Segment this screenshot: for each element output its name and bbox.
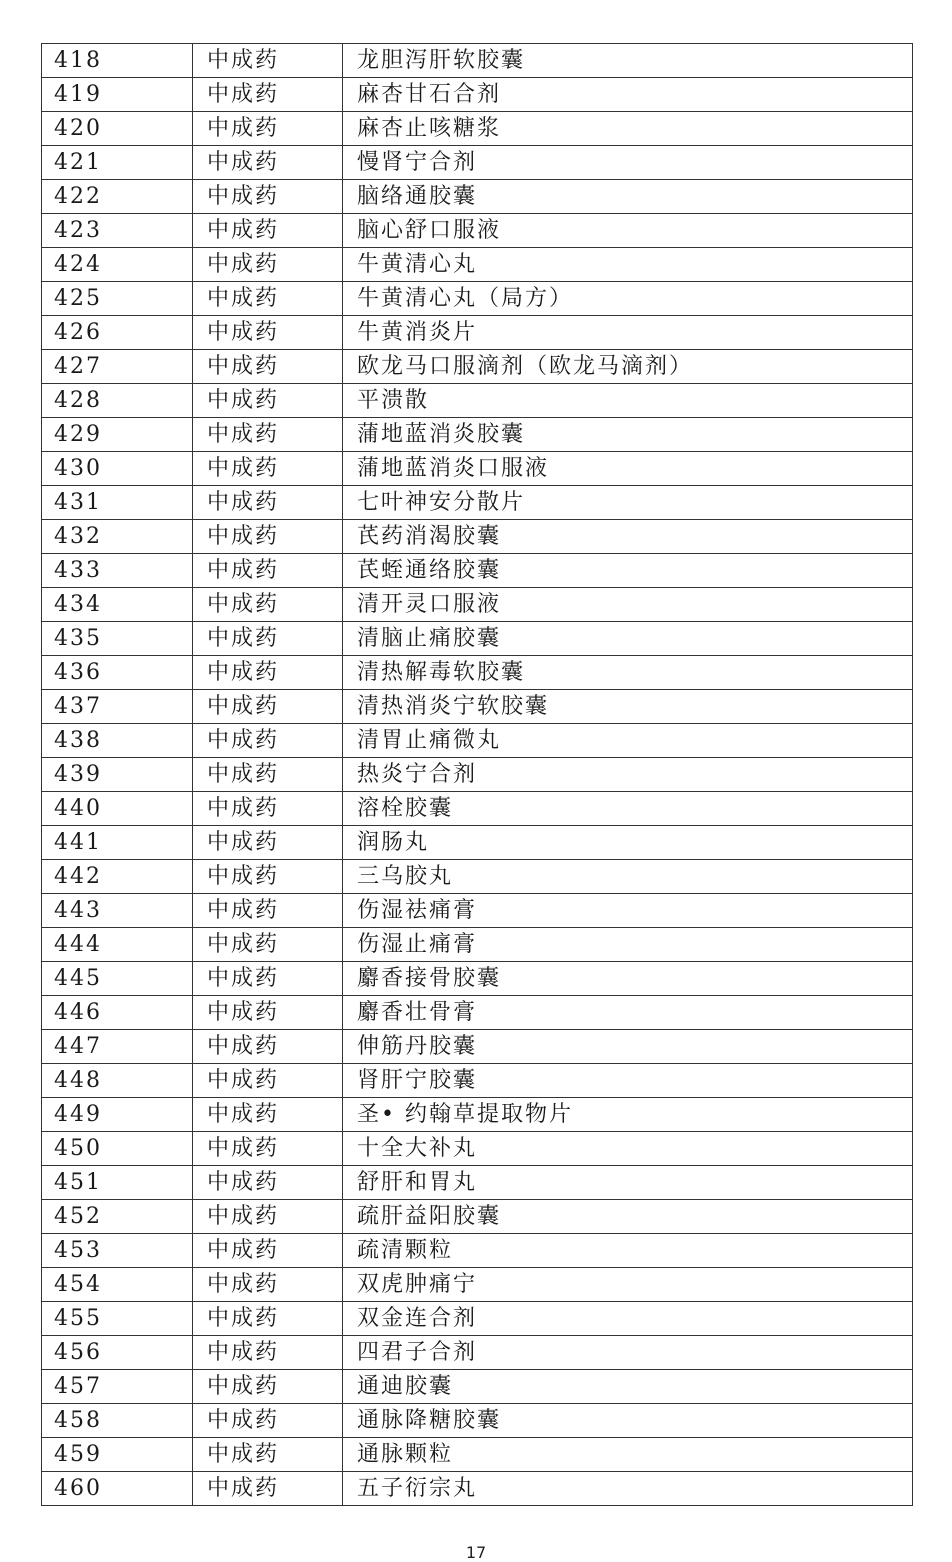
drug-name-cell: 十全大补丸 bbox=[343, 1132, 913, 1166]
category-cell: 中成药 bbox=[193, 146, 343, 180]
row-number-cell: 439 bbox=[42, 758, 193, 792]
table-row bbox=[42, 248, 913, 282]
drug-name-cell: 芪药消渴胶囊 bbox=[343, 520, 913, 554]
row-number-cell: 456 bbox=[42, 1336, 193, 1370]
row-number-cell: 427 bbox=[42, 350, 193, 384]
row-number-cell: 449 bbox=[42, 1098, 193, 1132]
row-number-cell: 445 bbox=[42, 962, 193, 996]
row-number-cell: 436 bbox=[42, 656, 193, 690]
drug-name-cell: 牛黄消炎片 bbox=[343, 316, 913, 350]
category-cell: 中成药 bbox=[193, 452, 343, 486]
table-row bbox=[42, 214, 913, 248]
row-number-cell: 424 bbox=[42, 248, 193, 282]
category-cell: 中成药 bbox=[193, 554, 343, 588]
drug-name-cell: 舒肝和胃丸 bbox=[343, 1166, 913, 1200]
category-cell: 中成药 bbox=[193, 418, 343, 452]
drug-name-cell: 伸筋丹胶囊 bbox=[343, 1030, 913, 1064]
drug-name-cell: 清胃止痛微丸 bbox=[343, 724, 913, 758]
row-number-cell: 443 bbox=[42, 894, 193, 928]
row-number-cell: 423 bbox=[42, 214, 193, 248]
row-number-cell: 453 bbox=[42, 1234, 193, 1268]
table-row bbox=[42, 384, 913, 418]
table-row bbox=[42, 1166, 913, 1200]
table-row bbox=[42, 1200, 913, 1234]
category-cell: 中成药 bbox=[193, 1166, 343, 1200]
table-row bbox=[42, 316, 913, 350]
category-cell: 中成药 bbox=[193, 724, 343, 758]
drug-name-cell: 牛黄清心丸 bbox=[343, 248, 913, 282]
row-number-cell: 442 bbox=[42, 860, 193, 894]
drug-name-cell: 平溃散 bbox=[343, 384, 913, 418]
table-row bbox=[42, 724, 913, 758]
row-number-cell: 433 bbox=[42, 554, 193, 588]
drug-name-cell: 润肠丸 bbox=[343, 826, 913, 860]
category-cell: 中成药 bbox=[193, 78, 343, 112]
category-cell: 中成药 bbox=[193, 384, 343, 418]
table-row bbox=[42, 690, 913, 724]
table-row bbox=[42, 1268, 913, 1302]
table-row bbox=[42, 1030, 913, 1064]
category-cell: 中成药 bbox=[193, 1370, 343, 1404]
table-row bbox=[42, 656, 913, 690]
row-number-cell: 426 bbox=[42, 316, 193, 350]
category-cell: 中成药 bbox=[193, 928, 343, 962]
category-cell: 中成药 bbox=[193, 1268, 343, 1302]
drug-name-cell: 牛黄清心丸（局方） bbox=[343, 282, 913, 316]
drug-name-cell: 四君子合剂 bbox=[343, 1336, 913, 1370]
table-row bbox=[42, 758, 913, 792]
category-cell: 中成药 bbox=[193, 690, 343, 724]
row-number-cell: 454 bbox=[42, 1268, 193, 1302]
table-row bbox=[42, 554, 913, 588]
table-row bbox=[42, 44, 913, 78]
table-row bbox=[42, 180, 913, 214]
drug-name-cell: 双虎肿痛宁 bbox=[343, 1268, 913, 1302]
drug-name-cell: 通迪胶囊 bbox=[343, 1370, 913, 1404]
drug-name-cell: 七叶神安分散片 bbox=[343, 486, 913, 520]
category-cell: 中成药 bbox=[193, 758, 343, 792]
category-cell: 中成药 bbox=[193, 248, 343, 282]
category-cell: 中成药 bbox=[193, 180, 343, 214]
page-number: 17 bbox=[465, 1543, 487, 1562]
table-row bbox=[42, 1132, 913, 1166]
table-row bbox=[42, 1438, 913, 1472]
category-cell: 中成药 bbox=[193, 316, 343, 350]
drug-name-cell: 疏清颗粒 bbox=[343, 1234, 913, 1268]
row-number-cell: 448 bbox=[42, 1064, 193, 1098]
category-cell: 中成药 bbox=[193, 1404, 343, 1438]
table-row bbox=[42, 1064, 913, 1098]
category-cell: 中成药 bbox=[193, 350, 343, 384]
table-row bbox=[42, 996, 913, 1030]
drug-name-cell: 肾肝宁胶囊 bbox=[343, 1064, 913, 1098]
drug-name-cell: 伤湿止痛膏 bbox=[343, 928, 913, 962]
row-number-cell: 455 bbox=[42, 1302, 193, 1336]
category-cell: 中成药 bbox=[193, 588, 343, 622]
drug-name-cell: 芪蛭通络胶囊 bbox=[343, 554, 913, 588]
category-cell: 中成药 bbox=[193, 826, 343, 860]
row-number-cell: 438 bbox=[42, 724, 193, 758]
row-number-cell: 425 bbox=[42, 282, 193, 316]
row-number-cell: 419 bbox=[42, 78, 193, 112]
row-number-cell: 418 bbox=[42, 44, 193, 78]
table-row bbox=[42, 520, 913, 554]
drug-name-cell: 溶栓胶囊 bbox=[343, 792, 913, 826]
table-row bbox=[42, 1336, 913, 1370]
row-number-cell: 452 bbox=[42, 1200, 193, 1234]
row-number-cell: 420 bbox=[42, 112, 193, 146]
row-number-cell: 446 bbox=[42, 996, 193, 1030]
drug-name-cell: 伤湿祛痛膏 bbox=[343, 894, 913, 928]
row-number-cell: 422 bbox=[42, 180, 193, 214]
drug-name-cell: 三乌胶丸 bbox=[343, 860, 913, 894]
drug-name-cell: 清热消炎宁软胶囊 bbox=[343, 690, 913, 724]
drug-name-cell: 麝香壮骨膏 bbox=[343, 996, 913, 1030]
table-row bbox=[42, 1370, 913, 1404]
drug-name-cell: 麻杏甘石合剂 bbox=[343, 78, 913, 112]
table-row bbox=[42, 112, 913, 146]
category-cell: 中成药 bbox=[193, 996, 343, 1030]
category-cell: 中成药 bbox=[193, 656, 343, 690]
row-number-cell: 460 bbox=[42, 1472, 193, 1506]
row-number-cell: 457 bbox=[42, 1370, 193, 1404]
category-cell: 中成药 bbox=[193, 1098, 343, 1132]
drug-name-cell: 热炎宁合剂 bbox=[343, 758, 913, 792]
drug-name-cell: 脑络通胶囊 bbox=[343, 180, 913, 214]
row-number-cell: 435 bbox=[42, 622, 193, 656]
row-number-cell: 429 bbox=[42, 418, 193, 452]
row-number-cell: 441 bbox=[42, 826, 193, 860]
category-cell: 中成药 bbox=[193, 1064, 343, 1098]
table-row bbox=[42, 826, 913, 860]
drug-name-cell: 蒲地蓝消炎胶囊 bbox=[343, 418, 913, 452]
drug-name-cell: 圣• 约翰草提取物片 bbox=[343, 1098, 913, 1132]
drug-name-cell: 龙胆泻肝软胶囊 bbox=[343, 44, 913, 78]
row-number-cell: 431 bbox=[42, 486, 193, 520]
row-number-cell: 458 bbox=[42, 1404, 193, 1438]
table-row bbox=[42, 622, 913, 656]
drug-list-table bbox=[41, 43, 913, 1506]
category-cell: 中成药 bbox=[193, 1336, 343, 1370]
table-row bbox=[42, 894, 913, 928]
row-number-cell: 459 bbox=[42, 1438, 193, 1472]
row-number-cell: 430 bbox=[42, 452, 193, 486]
category-cell: 中成药 bbox=[193, 520, 343, 554]
row-number-cell: 437 bbox=[42, 690, 193, 724]
drug-name-cell: 脑心舒口服液 bbox=[343, 214, 913, 248]
drug-name-cell: 疏肝益阳胶囊 bbox=[343, 1200, 913, 1234]
drug-list-table-body bbox=[42, 44, 913, 1506]
category-cell: 中成药 bbox=[193, 282, 343, 316]
drug-name-cell: 慢肾宁合剂 bbox=[343, 146, 913, 180]
drug-name-cell: 麻杏止咳糖浆 bbox=[343, 112, 913, 146]
row-number-cell: 432 bbox=[42, 520, 193, 554]
table-row bbox=[42, 860, 913, 894]
table-row bbox=[42, 1302, 913, 1336]
row-number-cell: 447 bbox=[42, 1030, 193, 1064]
drug-name-cell: 通脉降糖胶囊 bbox=[343, 1404, 913, 1438]
category-cell: 中成药 bbox=[193, 486, 343, 520]
category-cell: 中成药 bbox=[193, 860, 343, 894]
table-row bbox=[42, 792, 913, 826]
drug-name-cell: 通脉颗粒 bbox=[343, 1438, 913, 1472]
row-number-cell: 428 bbox=[42, 384, 193, 418]
table-row bbox=[42, 1098, 913, 1132]
row-number-cell: 440 bbox=[42, 792, 193, 826]
category-cell: 中成药 bbox=[193, 894, 343, 928]
drug-name-cell: 五子衍宗丸 bbox=[343, 1472, 913, 1506]
drug-name-cell: 清脑止痛胶囊 bbox=[343, 622, 913, 656]
drug-name-cell: 蒲地蓝消炎口服液 bbox=[343, 452, 913, 486]
category-cell: 中成药 bbox=[193, 1472, 343, 1506]
row-number-cell: 444 bbox=[42, 928, 193, 962]
category-cell: 中成药 bbox=[193, 44, 343, 78]
table-row bbox=[42, 146, 913, 180]
row-number-cell: 421 bbox=[42, 146, 193, 180]
category-cell: 中成药 bbox=[193, 214, 343, 248]
row-number-cell: 434 bbox=[42, 588, 193, 622]
drug-name-cell: 清热解毒软胶囊 bbox=[343, 656, 913, 690]
table-row bbox=[42, 282, 913, 316]
category-cell: 中成药 bbox=[193, 1438, 343, 1472]
table-row bbox=[42, 418, 913, 452]
category-cell: 中成药 bbox=[193, 962, 343, 996]
drug-name-cell: 欧龙马口服滴剂（欧龙马滴剂） bbox=[343, 350, 913, 384]
table-row bbox=[42, 1404, 913, 1438]
table-row bbox=[42, 1234, 913, 1268]
category-cell: 中成药 bbox=[193, 1302, 343, 1336]
row-number-cell: 450 bbox=[42, 1132, 193, 1166]
table-row bbox=[42, 452, 913, 486]
category-cell: 中成药 bbox=[193, 1132, 343, 1166]
table-row bbox=[42, 78, 913, 112]
category-cell: 中成药 bbox=[193, 112, 343, 146]
drug-name-cell: 双金连合剂 bbox=[343, 1302, 913, 1336]
table-row bbox=[42, 588, 913, 622]
drug-name-cell: 清开灵口服液 bbox=[343, 588, 913, 622]
table-row bbox=[42, 1472, 913, 1506]
drug-name-cell: 麝香接骨胶囊 bbox=[343, 962, 913, 996]
category-cell: 中成药 bbox=[193, 792, 343, 826]
table-row bbox=[42, 928, 913, 962]
category-cell: 中成药 bbox=[193, 1200, 343, 1234]
category-cell: 中成药 bbox=[193, 1234, 343, 1268]
category-cell: 中成药 bbox=[193, 1030, 343, 1064]
category-cell: 中成药 bbox=[193, 622, 343, 656]
table-row bbox=[42, 350, 913, 384]
row-number-cell: 451 bbox=[42, 1166, 193, 1200]
table-row bbox=[42, 486, 913, 520]
table-row bbox=[42, 962, 913, 996]
